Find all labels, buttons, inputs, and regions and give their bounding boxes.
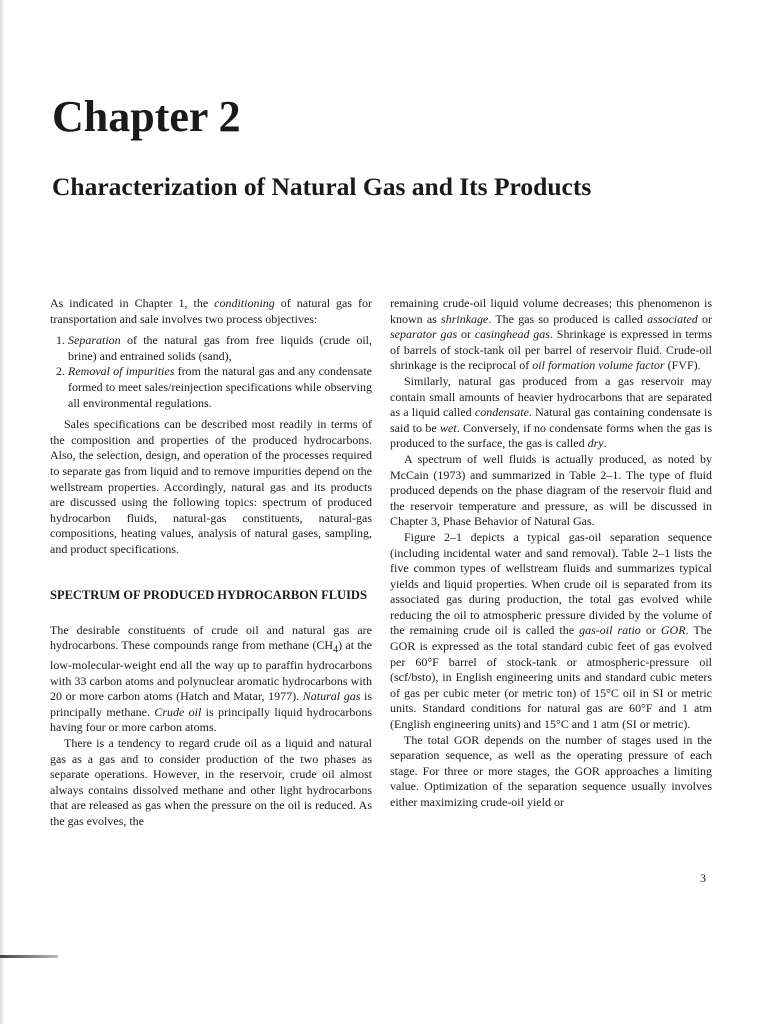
right-column xyxy=(390,296,712,811)
chapter-title: Characterization of Natural Gas and Its Products xyxy=(52,172,592,201)
italic-term: Natural gas xyxy=(302,689,361,704)
scan-mark xyxy=(0,955,58,958)
paragraph: There is a tendency to regard crude oil as a liquid and natural gas as a gas and to consider production of the two phases as separate operations. However, in the reservoir, crude oil almost always contains dissolved methane and other light hydrocarbons that are released as gas when the pressure on the oil is reduced. As the gas evolves, the xyxy=(50,736,372,829)
page-number: 3 xyxy=(700,871,706,885)
italic-term: shrinkage xyxy=(441,311,489,326)
italic-term: Removal of impurities xyxy=(68,364,175,379)
paragraph: The desirable constituents of crude oil and natural gas are hydrocarbons. These compounds range from methane $(CH_4)$ at the low-molecular-weight end all the way up to paraffin hydrocarbons with 33 carbon atoms and polynuclear aromatic hydrocarbons with 20 or more carbon atoms (Hatch and Matar, 1977). Natural gas is principally methane. Crude oil is principally liquid hydrocarbons having four or more carbon atoms. xyxy=(50,622,373,735)
list-item: 2. Removal of impurities from the natural gas and any condensate formed to meet sales/reinjection specifications while observing all environmental regulations. xyxy=(68,364,372,411)
list-item: 1. Separation of the natural gas from free liquids (crude oil, brine) and entrained solids (sand), xyxy=(68,333,372,364)
subscript: 4 xyxy=(333,644,339,656)
paragraph: As indicated in Chapter 1, the conditioning of natural gas for transportation and sale involves two process objectives: xyxy=(50,296,373,326)
paragraph: Sales specifications can be described most readily in terms of the composition and properties of the produced hydrocarbons. Also, the selection, design, and operation of the processes required to separate gas from liquid and to remove impurities depend on the wellstream properties. Accordingly, natural gas and its products are discussed using the following topics: spectrum of produced hydrocarbon fluids, natural-gas constituents, natural-gas compositions, heating values, analysis of natural gases, sampling, and product specifications. xyxy=(50,417,372,556)
italic-term: gas-oil ratio xyxy=(579,623,641,638)
paragraph: remaining crude-oil liquid volume decreases; this phenomenon is known as shrinkage. The gas so produced is called associated or separator gas or casinghead gas. Shrinkage is expressed in terms of barrels of stock-tank oil per barrel of reservoir fluid. Crude-oil shrinkage is the reciprocal of oil formation volume factor (FVF). xyxy=(390,296,713,373)
italic-term: wet xyxy=(440,420,457,435)
italic-term: Crude oil xyxy=(154,704,202,719)
paragraph: A spectrum of well fluids is actually produced, as noted by McCain (1973) and summarized in Table 2–1. The type of fluid produced depends on the phase diagram of the reservoir fluid and the reservoir temperature and pressure, as will be discussed in Chapter 3, Phase Behavior of Natural Gas. xyxy=(390,451,712,529)
italic-term: separator gas xyxy=(390,327,458,342)
italic-term: oil formation volume factor xyxy=(532,358,665,373)
italic-term: casinghead gas xyxy=(474,327,550,342)
italic-term: conditioning xyxy=(214,296,275,310)
italic-term: associated xyxy=(647,311,698,326)
italic-term: dry xyxy=(587,436,604,451)
objectives-list xyxy=(50,333,372,411)
paragraph: Similarly, natural gas produced from a gas reservoir may contain small amounts of heavier hydrocarbons that are separated as a liquid called condensate. Natural gas containing condensate is said to be wet. Conversely, if no condensate forms when the gas is produced to the surface, the gas is called dry. xyxy=(390,373,712,451)
left-column xyxy=(50,296,372,830)
italic-term: GOR xyxy=(660,623,686,638)
scanned-page-edge xyxy=(0,0,5,1024)
italic-term: Separation xyxy=(68,333,121,348)
section-heading: SPECTRUM OF PRODUCED HYDROCARBON FLUIDS xyxy=(50,587,367,602)
chapter-number: Chapter 2 xyxy=(52,92,241,141)
paragraph: Figure 2–1 depicts a typical gas-oil separation sequence (including incidental water and sand removal). Table 2–1 lists the five common types of wellstream fluids and summarizes typical yields and liquid properties. When crude oil is separated from its associated gas during production, the total gas evolved while reducing the oil to atmospheric pressure divided by the volume of the remaining crude oil is called the gas-oil ratio or GOR. The GOR is expressed as the total standard cubic feet of gas evolved per 60°F barrel of stock-tank or atmospheric-pressure oil (scf/bsto), in English engineering units and standard cubic meters of gas per cubic meter (or metric ton) of 15°C oil in SI or metric units. Standard conditions for natural gas are 60°F and 1 atm (English engineering units) and 15°C and 1 atm (SI or metric). xyxy=(390,529,712,732)
paragraph: The total GOR depends on the number of stages used in the separation sequence, as well as the operating pressure of each stage. For three or more stages, the GOR approaches a limiting value. Optimization of the separation sequence usually involves either maximizing crude-oil yield or xyxy=(390,732,712,809)
italic-term: condensate xyxy=(474,405,529,420)
